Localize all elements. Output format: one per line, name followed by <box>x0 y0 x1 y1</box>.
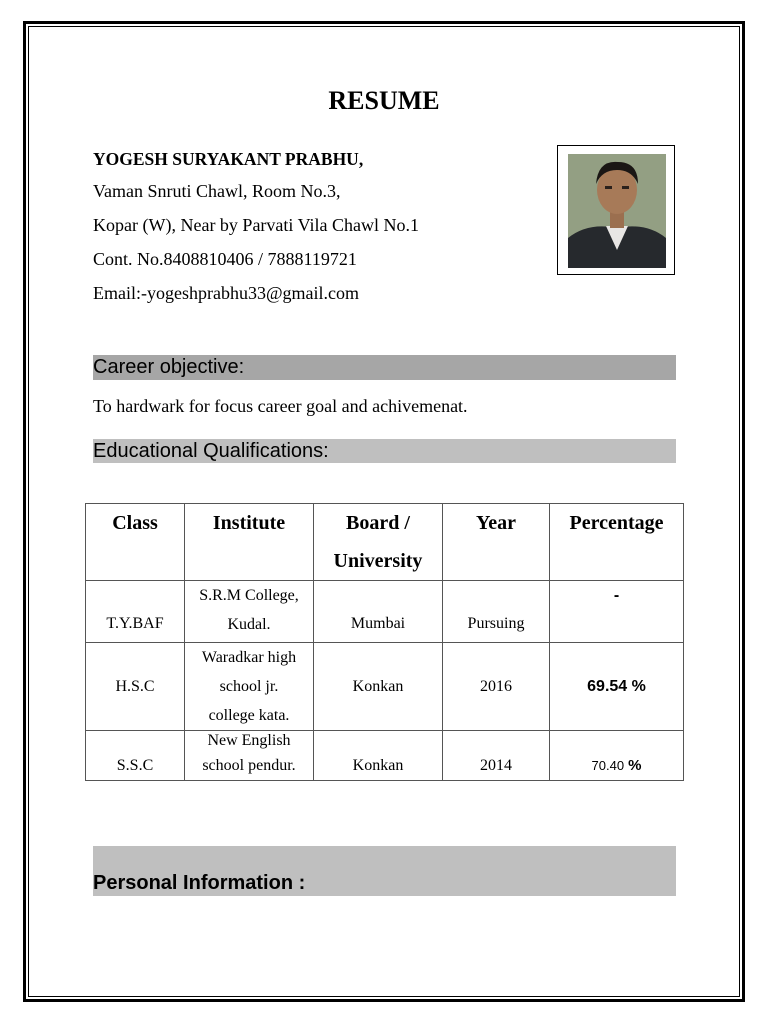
profile-photo-frame <box>557 145 675 275</box>
cell-institute <box>185 731 314 781</box>
cell-institute-line: Waradkar high <box>201 649 297 666</box>
resume-title: RESUME <box>328 86 440 115</box>
cell-institute <box>185 643 314 731</box>
header-year: Year <box>443 504 550 581</box>
cell-year: 2014 <box>443 731 550 781</box>
cell-percentage <box>550 731 684 781</box>
profile-photo <box>568 154 666 268</box>
cell-institute-line: S.R.M College, <box>199 587 299 604</box>
table-row <box>86 731 684 781</box>
table-row <box>86 581 684 643</box>
cell-percentage-sign: % <box>628 757 642 774</box>
cell-percentage: - <box>550 581 684 643</box>
cell-year: 2016 <box>443 643 550 731</box>
cell-institute <box>185 581 314 643</box>
career-objective-text: To hardwark for focus career goal and achivemenat. <box>93 396 468 416</box>
header-percentage: Percentage <box>550 504 684 581</box>
contact-number: Cont. No.8408810406 / 7888119721 <box>93 249 357 269</box>
table-row <box>86 643 684 731</box>
cell-institute-line: college kata. <box>208 707 290 724</box>
cell-year: Pursuing <box>443 581 550 643</box>
header-class: Class <box>86 504 185 581</box>
cell-board: Konkan <box>314 643 443 731</box>
header-board-line-2: University <box>333 550 423 572</box>
personal-information-heading: Personal Information : <box>93 872 306 894</box>
cell-board: Mumbai <box>314 581 443 643</box>
address-line-1: Vaman Snruti Chawl, Room No.3, <box>93 181 341 201</box>
header-board-line-1: Board / <box>346 512 410 534</box>
header-institute: Institute <box>185 504 314 581</box>
career-objective-heading: Career objective: <box>93 355 676 380</box>
email-address: Email:-yogeshprabhu33@gmail.com <box>93 283 360 303</box>
cell-institute-line: New English <box>207 732 291 749</box>
header-board <box>314 504 443 581</box>
cell-institute-line: school jr. <box>219 678 279 695</box>
cell-class: T.Y.BAF <box>86 581 185 643</box>
cell-institute-line: school pendur. <box>202 757 296 774</box>
cell-percentage: 69.54 % <box>550 643 684 731</box>
address-line-2: Kopar (W), Near by Parvati Vila Chawl No.1 <box>93 215 419 235</box>
cell-institute-line: Kudal. <box>227 616 271 633</box>
personal-information-section <box>93 846 676 896</box>
cell-board: Konkan <box>314 731 443 781</box>
cell-class: S.S.C <box>86 731 185 781</box>
education-heading: Educational Qualifications: <box>93 439 676 463</box>
education-table <box>85 503 684 781</box>
cell-class: H.S.C <box>86 643 185 731</box>
table-header-row <box>86 504 684 581</box>
candidate-name: YOGESH SURYAKANT PRABHU, <box>93 149 364 169</box>
cell-percentage-value: 70.40 <box>591 758 625 773</box>
